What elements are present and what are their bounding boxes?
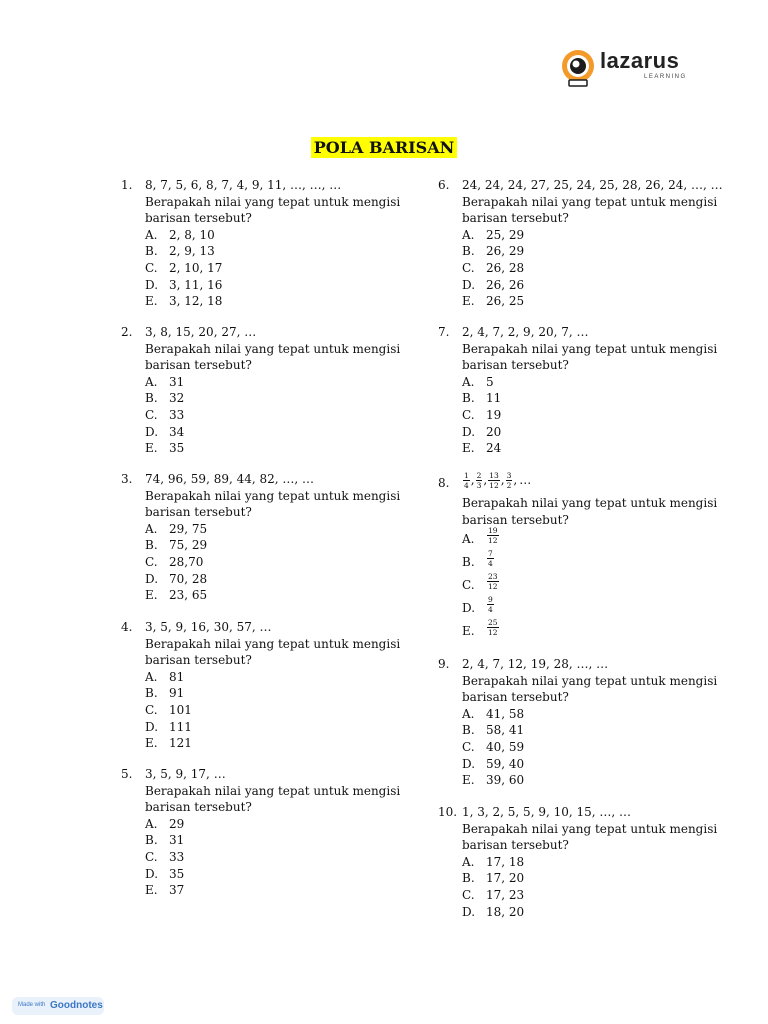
option-letter: B. (145, 686, 158, 701)
option-letter: E. (145, 588, 158, 603)
fraction-denominator: 12 (488, 582, 498, 592)
question-body (145, 471, 415, 604)
answer-option[interactable] (462, 260, 732, 277)
option-value: 19 (486, 407, 502, 422)
fraction-denominator: 12 (489, 481, 499, 490)
option-value: 26, 29 (486, 244, 525, 259)
logo-tagline: LEARNING (644, 74, 687, 80)
option-value (486, 572, 500, 591)
fraction-denominator: 4 (464, 481, 469, 490)
answer-option[interactable] (145, 260, 415, 277)
fraction (487, 595, 494, 614)
option-value: 2, 9, 13 (169, 244, 215, 259)
question-sequence: 2, 4, 7, 2, 9, 20, 7, … (462, 325, 589, 339)
option-value: 41, 58 (486, 706, 525, 721)
fraction-numerator: 13 (489, 471, 499, 480)
fraction-numerator: 19 (488, 526, 498, 536)
answer-option[interactable] (145, 554, 415, 571)
option-letter: E. (145, 736, 158, 751)
goodnotes-brand: Goodnotes (50, 1000, 103, 1011)
answer-option[interactable] (462, 574, 732, 597)
fraction-denominator: 3 (476, 481, 482, 490)
option-value: 91 (169, 686, 185, 701)
answer-option[interactable] (462, 620, 732, 643)
lazarus-logo-icon (560, 46, 596, 90)
option-value: 34 (169, 424, 185, 439)
question-body (145, 324, 415, 457)
option-value: 101 (169, 702, 192, 717)
option-letter: B. (462, 244, 475, 259)
answer-option[interactable] (145, 227, 415, 244)
option-value: 75, 29 (169, 538, 208, 553)
answer-option[interactable] (462, 551, 732, 574)
option-value: 24 (486, 441, 502, 456)
answer-option[interactable] (145, 702, 415, 719)
question-text: Berapakah nilai yang tepat untuk mengisi (145, 194, 401, 209)
question-text: barisan tersebut? (145, 358, 252, 373)
question-text: Berapakah nilai yang tepat untuk mengisi (462, 496, 718, 510)
option-value: 59, 40 (486, 756, 525, 771)
question-text: Berapakah nilai yang tepat untuk mengisi (462, 194, 718, 209)
answer-option[interactable] (145, 407, 415, 424)
answer-option[interactable] (145, 424, 415, 441)
option-letter: D. (145, 277, 159, 292)
option-value: 17, 18 (486, 854, 525, 869)
fraction (487, 618, 499, 637)
logo-wordmark: lazarus (600, 48, 680, 73)
fraction (476, 471, 483, 490)
option-value: 17, 23 (486, 887, 525, 902)
question-number: 6. (438, 178, 450, 192)
answer-option[interactable] (145, 390, 415, 407)
option-letter: C. (462, 407, 475, 422)
option-value: 20 (486, 424, 502, 439)
page-title: POLA BARISAN (311, 137, 458, 158)
option-value: 17, 20 (486, 871, 525, 886)
question-sequence: 1, 3, 2, 5, 5, 9, 10, 15, …, … (462, 805, 632, 819)
question-text: barisan tersebut? (145, 653, 252, 668)
option-letter: C. (145, 702, 158, 717)
question-text: Berapakah nilai yang tepat untuk mengisi (145, 783, 401, 798)
fraction-numerator: 3 (506, 471, 512, 480)
lazarus-logo (560, 44, 700, 92)
answer-option[interactable] (145, 669, 415, 686)
option-value: 31 (169, 374, 185, 389)
option-value: 26, 26 (486, 277, 525, 292)
made-with-label: Made with (18, 1002, 46, 1008)
option-value: 81 (169, 669, 185, 684)
option-letter: B. (145, 391, 158, 406)
option-value: 33 (169, 407, 185, 422)
answer-option[interactable] (462, 870, 732, 887)
option-letter: A. (462, 227, 475, 242)
answer-option[interactable] (145, 243, 415, 260)
answer-option[interactable] (462, 528, 732, 551)
question-sequence (462, 471, 732, 495)
question-body (145, 619, 415, 752)
question-text: barisan tersebut? (462, 690, 569, 705)
option-letter: B. (145, 833, 158, 848)
fraction (488, 471, 500, 490)
fraction-numerator: 1 (464, 471, 469, 480)
fraction-denominator: 12 (488, 536, 498, 546)
fraction (487, 572, 499, 591)
answer-option[interactable] (462, 424, 732, 441)
question-body (145, 177, 415, 310)
option-value (486, 549, 495, 568)
option-letter: B. (462, 555, 475, 570)
question-body (462, 177, 732, 310)
option-letter: B. (145, 244, 158, 259)
question-sequence: 3, 5, 9, 17, … (145, 767, 226, 781)
question-text: Berapakah nilai yang tepat untuk mengisi (145, 341, 401, 356)
answer-option[interactable] (462, 722, 732, 739)
option-value: 3, 11, 16 (169, 277, 223, 292)
option-letter: D. (145, 719, 159, 734)
fraction-numerator: 9 (488, 595, 493, 605)
option-letter: B. (462, 871, 475, 886)
answer-option[interactable] (145, 735, 415, 752)
question-number: 4. (121, 620, 133, 634)
option-value: 18, 20 (486, 904, 525, 919)
answer-option[interactable] (462, 374, 732, 391)
option-value: 32 (169, 391, 185, 406)
fraction-numerator: 2 (476, 471, 482, 480)
option-value: 28,70 (169, 554, 204, 569)
answer-option[interactable] (462, 887, 732, 904)
comma: , (500, 473, 505, 487)
answer-option[interactable] (145, 521, 415, 538)
option-letter: D. (462, 277, 476, 292)
answer-option[interactable] (145, 571, 415, 588)
answer-option[interactable] (145, 849, 415, 866)
option-value: 121 (169, 736, 192, 751)
question-sequence: 3, 5, 9, 16, 30, 57, … (145, 620, 272, 634)
option-letter: C. (462, 260, 475, 275)
option-letter: B. (145, 538, 158, 553)
option-value: 111 (169, 719, 192, 734)
option-letter: D. (462, 424, 476, 439)
fraction-denominator: 2 (506, 481, 512, 490)
answer-option[interactable] (145, 587, 415, 604)
option-letter: D. (462, 601, 476, 616)
option-value (486, 595, 495, 614)
answer-option[interactable] (462, 756, 732, 773)
option-letter: A. (145, 521, 158, 536)
question-text: barisan tersebut? (145, 800, 252, 815)
option-letter: E. (462, 294, 475, 309)
option-value: 33 (169, 849, 185, 864)
option-letter: A. (145, 374, 158, 389)
option-letter: A. (462, 854, 475, 869)
question-body (462, 656, 732, 789)
question-text: barisan tersebut? (145, 211, 252, 226)
question-number: 10. (438, 805, 458, 819)
option-value: 26, 25 (486, 294, 525, 309)
question-text: Berapakah nilai yang tepat untuk mengisi (145, 488, 401, 503)
answer-option[interactable] (145, 882, 415, 899)
option-value: 40, 59 (486, 739, 525, 754)
question-number: 3. (121, 472, 133, 486)
answer-option[interactable] (462, 243, 732, 260)
page-title-wrap (0, 138, 768, 157)
question-text: barisan tersebut? (145, 505, 252, 520)
option-letter: A. (145, 227, 158, 242)
answer-option[interactable] (145, 374, 415, 391)
option-value: 35 (169, 866, 185, 881)
option-value: 58, 41 (486, 723, 525, 738)
question-body (462, 804, 732, 920)
option-letter: B. (462, 723, 475, 738)
option-letter: C. (145, 407, 158, 422)
comma: , (470, 473, 475, 487)
option-letter: E. (145, 294, 158, 309)
option-value: 2, 8, 10 (169, 227, 215, 242)
option-value: 70, 28 (169, 571, 208, 586)
question-body (462, 324, 732, 457)
option-value: 31 (169, 833, 185, 848)
fraction-numerator: 23 (488, 572, 498, 582)
fraction (506, 471, 513, 490)
option-value: 25, 29 (486, 227, 525, 242)
question-number: 7. (438, 325, 450, 339)
answer-option[interactable] (145, 832, 415, 849)
goodnotes-badge[interactable] (12, 997, 104, 1015)
question-number: 9. (438, 657, 450, 671)
question-text: Berapakah nilai yang tepat untuk mengisi (145, 636, 401, 651)
comma: , (513, 473, 518, 487)
option-letter: C. (145, 849, 158, 864)
answer-option[interactable] (145, 537, 415, 554)
question-number: 2. (121, 325, 133, 339)
fraction (487, 526, 499, 545)
question-number: 8. (438, 476, 450, 490)
option-letter: D. (145, 424, 159, 439)
answer-option[interactable] (145, 719, 415, 736)
answer-option[interactable] (462, 277, 732, 294)
option-letter: D. (145, 866, 159, 881)
answer-option[interactable] (462, 390, 732, 407)
option-value: 29 (169, 816, 185, 831)
option-letter: A. (462, 374, 475, 389)
fraction-numerator: 7 (488, 549, 493, 559)
question-text: barisan tersebut? (462, 358, 569, 373)
option-letter: C. (145, 260, 158, 275)
question-text: Berapakah nilai yang tepat untuk mengisi (462, 341, 718, 356)
option-letter: D. (462, 756, 476, 771)
option-value: 35 (169, 441, 185, 456)
option-value: 23, 65 (169, 588, 208, 603)
answer-option[interactable] (145, 277, 415, 294)
question-text: barisan tersebut? (462, 838, 569, 853)
question-sequence: 3, 8, 15, 20, 27, … (145, 325, 257, 339)
answer-option[interactable] (145, 816, 415, 833)
answer-option[interactable] (462, 293, 732, 310)
answer-option[interactable] (462, 739, 732, 756)
answer-option[interactable] (145, 866, 415, 883)
option-letter: B. (462, 391, 475, 406)
question-sequence: 24, 24, 24, 27, 25, 24, 25, 28, 26, 24, …, … (462, 178, 723, 192)
answer-option[interactable] (462, 597, 732, 620)
question-text: barisan tersebut? (462, 512, 569, 527)
option-value: 26, 28 (486, 260, 525, 275)
option-value: 2, 10, 17 (169, 260, 223, 275)
answer-option[interactable] (462, 706, 732, 723)
option-value: 11 (486, 391, 502, 406)
option-letter: E. (145, 441, 158, 456)
option-value: 39, 60 (486, 773, 525, 788)
option-value: 37 (169, 883, 185, 898)
answer-option[interactable] (145, 293, 415, 310)
option-letter: D. (462, 904, 476, 919)
option-letter: E. (145, 883, 158, 898)
option-letter: A. (462, 706, 475, 721)
fraction (487, 549, 494, 568)
option-value (486, 618, 500, 637)
question-sequence: 2, 4, 7, 12, 19, 28, …, … (462, 657, 609, 671)
fraction-denominator: 4 (488, 605, 493, 615)
comma: , (483, 473, 488, 487)
option-letter: C. (462, 578, 475, 593)
answer-option[interactable] (145, 685, 415, 702)
ellipsis: … (519, 473, 532, 487)
option-letter: A. (145, 669, 158, 684)
question-text: Berapakah nilai yang tepat untuk mengisi (462, 821, 718, 836)
question-sequence: 74, 96, 59, 89, 44, 82, …, … (145, 472, 315, 486)
option-letter: A. (462, 532, 475, 547)
option-letter: C. (462, 739, 475, 754)
answer-option[interactable] (462, 772, 732, 789)
fraction-denominator: 4 (488, 559, 493, 569)
answer-option[interactable] (145, 440, 415, 457)
answer-option[interactable] (462, 440, 732, 457)
question-body (462, 471, 732, 643)
question-number: 1. (121, 178, 133, 192)
question-text: Berapakah nilai yang tepat untuk mengisi (462, 673, 718, 688)
option-letter: E. (462, 773, 475, 788)
fraction-denominator: 12 (488, 628, 498, 638)
option-letter: E. (462, 441, 475, 456)
answer-option[interactable] (462, 904, 732, 921)
question-text: barisan tersebut? (462, 211, 569, 226)
answer-option[interactable] (462, 407, 732, 424)
option-letter: C. (462, 887, 475, 902)
question-body (145, 766, 415, 899)
question-number: 5. (121, 767, 133, 781)
question-sequence: 8, 7, 5, 6, 8, 7, 4, 9, 11, …, …, … (145, 178, 342, 192)
option-value: 3, 12, 18 (169, 294, 223, 309)
option-value: 29, 75 (169, 521, 208, 536)
option-letter: D. (145, 571, 159, 586)
fraction (463, 471, 470, 490)
option-letter: C. (145, 554, 158, 569)
option-letter: A. (145, 816, 158, 831)
option-value: 5 (486, 374, 494, 389)
option-letter: E. (462, 624, 475, 639)
answer-option[interactable] (462, 854, 732, 871)
fraction-numerator: 25 (488, 618, 498, 628)
option-value (486, 526, 500, 545)
answer-option[interactable] (462, 227, 732, 244)
